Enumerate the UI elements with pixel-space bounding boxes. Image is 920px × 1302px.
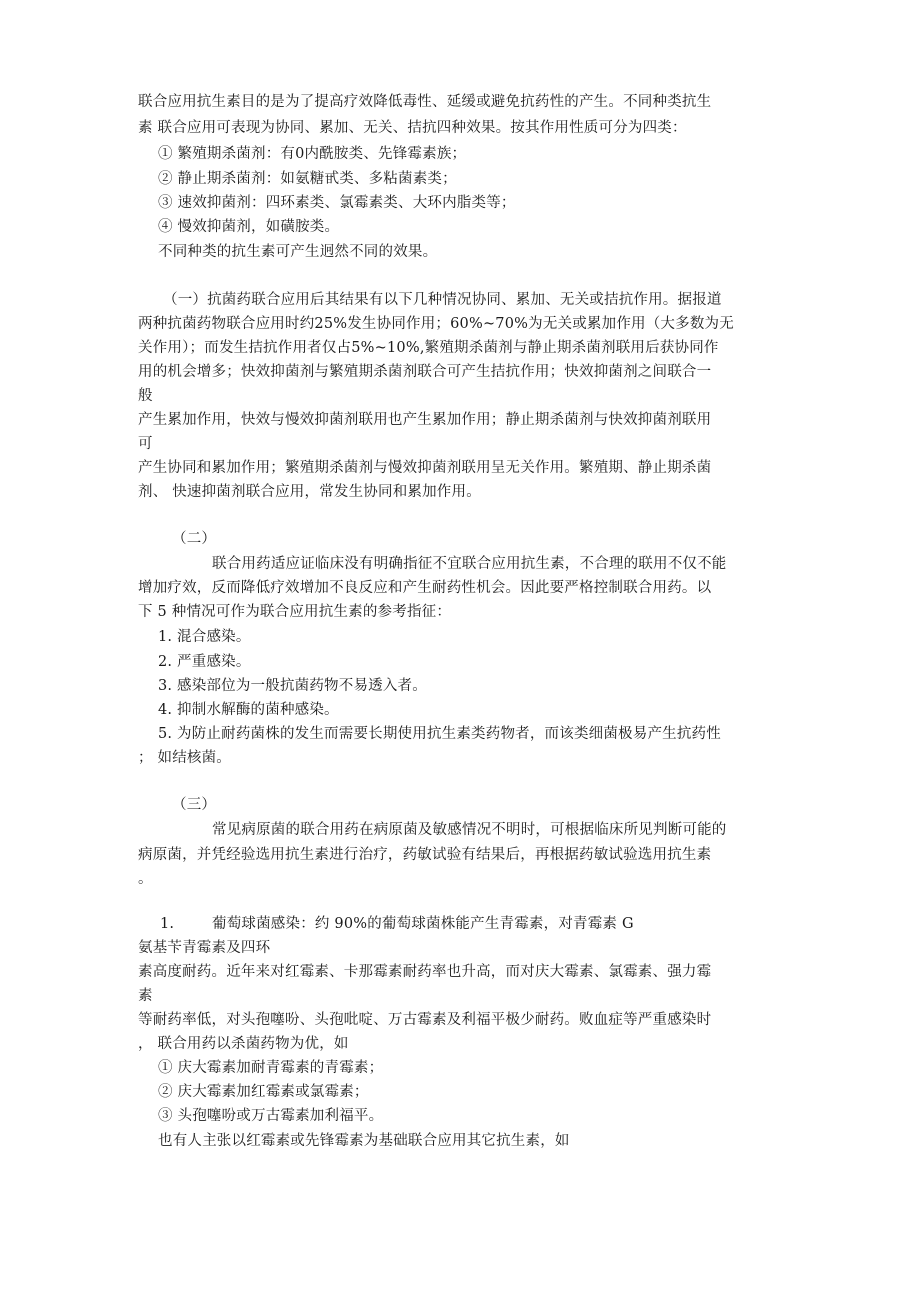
staph-last-line: 也有人主张以红霉素或先锋霉素为基础联合应用其它抗生素，如: [158, 1133, 570, 1149]
intro-line-2: 素 联合应用可表现为协同、累加、无关、拮抗四种效果。按其作用性质可分为四类：: [138, 120, 687, 136]
section1-line: 可: [138, 436, 153, 452]
staph-list-item: ③ 头孢噻吩或万古霉素加利福平。: [158, 1108, 384, 1124]
section1-line: 产生协同和累加作用；繁殖期杀菌剂与慢效抑菌剂联用呈无关作用。繁殖期、静止期杀菌: [138, 460, 712, 476]
staph-list-item: ② 庆大霉素加红霉素或氯霉素；: [158, 1084, 369, 1100]
section3-line: 病原菌，并凭经验选用抗生素进行治疗，药敏试验有结果后，再根据药敏试验选用抗生素: [138, 847, 712, 863]
section1-line: 般: [138, 388, 153, 404]
intro-summary: 不同种类的抗生素可产生迥然不同的效果。: [158, 244, 438, 260]
staph-line: 等耐药率低，对头孢噻吩、头孢吡啶、万古霉素及利福平极少耐药。败血症等严重感染时: [138, 1012, 712, 1028]
section3-line: 常见病原菌的联合用药在病原菌及敏感情况不明时，可根据临床所见判断可能的: [212, 822, 727, 838]
section2-list-item: 3. 感染部位为一般抗菌药物不易透入者。: [158, 678, 427, 694]
staph-line: 素高度耐药。近年来对红霉素、卡那霉素耐药率也升高，而对庆大霉素、氯霉素、强力霉: [138, 964, 712, 980]
section2-line: 联合用药适应证临床没有明确指征不宜联合应用抗生素，不合理的联用不仅不能: [212, 556, 727, 572]
staph-line: 素: [138, 988, 153, 1004]
section1-line: 关作用）；而发生拮抗作用者仅占5%~10%,繁殖期杀菌剂与静止期杀菌剂联用后获协同作: [138, 340, 719, 356]
intro-line-1: 联合应用抗生素目的是为了提高疗效降低毒性、延缓或避免抗药性的产生。不同种类抗生: [138, 94, 712, 110]
section2-line: 增加疗效，反而降低疗效增加不良反应和产生耐药性机会。因此要严格控制联合用药。以: [138, 580, 712, 596]
section1-line: 产生累加作用，快效与慢效抑菌剂联用也产生累加作用；静止期杀菌剂与快效抑菌剂联用: [138, 412, 712, 428]
section2-heading: （二）: [172, 531, 217, 547]
section3-heading: （三）: [172, 797, 217, 813]
section2-list-item: 2. 严重感染。: [158, 654, 251, 670]
section2-list-item: 5. 为防止耐药菌株的发生而需要长期使用抗生素类药物者，而该类细菌极易产生抗药性: [158, 726, 721, 742]
section1-line: 用的机会增多；快效抑菌剂与繁殖期杀菌剂联合可产生拮抗作用；快效抑菌剂之间联合一: [138, 364, 712, 380]
section2-line: 下 5 种情况可作为联合应用抗生素的参考指征：: [138, 604, 452, 620]
section2-list-item: 1. 混合感染。: [158, 629, 251, 645]
intro-list-item: ① 繁殖期杀菌剂：有0内酰胺类、先锋霉素族；: [158, 146, 467, 162]
section2-tail: ； 如结核菌。: [138, 750, 232, 766]
staph-number: 1.: [160, 916, 175, 932]
staph-line: ， 联合用药以杀菌药物为优，如: [138, 1036, 349, 1052]
staph-line: 氨基苄青霉素及四环: [138, 940, 271, 956]
section1-line: 两种抗菌药物联合应用时约25%发生协同作用；60%~70%为无关或累加作用（大多数为无: [138, 316, 734, 332]
section3-line: 。: [138, 871, 153, 887]
intro-list-item: ④ 慢效抑菌剂，如磺胺类。: [158, 219, 340, 235]
intro-list-item: ③ 速效抑菌剂：四环素类、氯霉素类、大环内脂类等；: [158, 195, 516, 211]
staph-list-item: ① 庆大霉素加耐青霉素的青霉素；: [158, 1060, 384, 1076]
section2-list-item: 4. 抑制水解酶的菌种感染。: [158, 702, 339, 718]
section1-line: 剂、 快速抑菌剂联合应用，常发生协同和累加作用。: [138, 484, 481, 500]
intro-list-item: ② 静止期杀菌剂：如氨糖甙类、多粘菌素类；: [158, 171, 457, 187]
staph-line: 葡萄球菌感染：约 90%的葡萄球菌株能产生青霉素，对青霉素 G: [212, 916, 634, 932]
section1-line: （一）抗菌药联合应用后其结果有以下几种情况协同、累加、无关或拮抗作用。据报道: [163, 292, 722, 308]
